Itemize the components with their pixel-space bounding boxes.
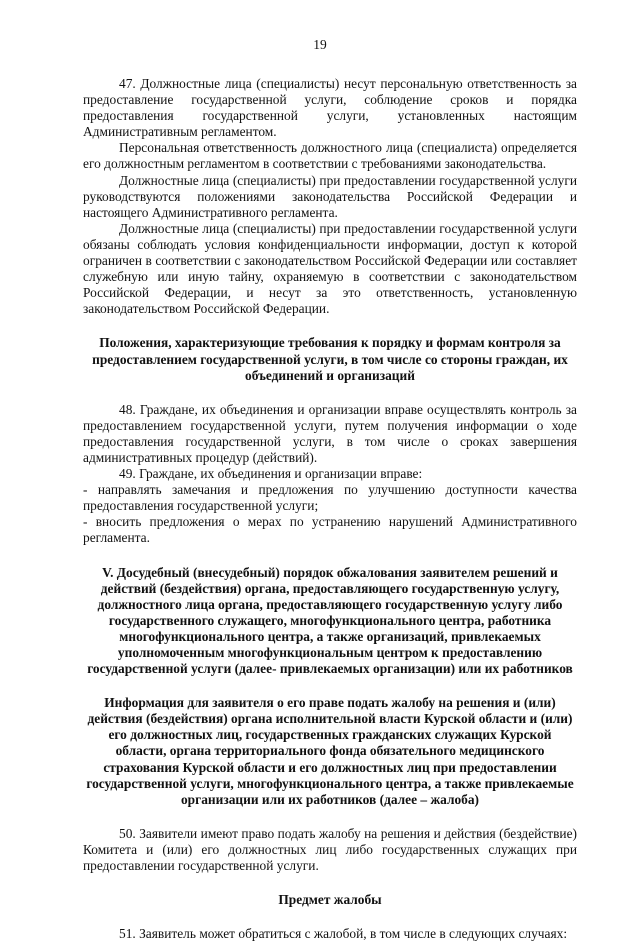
heading-section-5: V. Досудебный (внесудебный) порядок обжалования заявителем решений и действий (бездействия) органа, предоставляющего государственную услугу, должностного лица органа, предоставляющего государственную услугу либо государственного служащего, многофункционального центра, работника многофункционального центра, а также организаций, привлекаемых уполномоченным многофункциональным центром к предоставлению государственной услуги (далее- привлекаемых организации) или их работников [87, 564, 573, 677]
heading-complaint-info: Информация для заявителя о его праве подать жалобу на решения и (или) действия (бездействия) органа исполнительной власти Курской области и (или) его должностных лиц, государственных гражданских служащих Курской области, органа территориального фонда обязательного медицинского страхования Курской области и его должностных лиц при предоставлении государственной услуги, многофункционального центра, а также привлекаемые организации или их работников (далее – жалоба) [86, 695, 574, 807]
paragraph-47-guidance: Должностные лица (специалисты) при предоставлении государственной услуги руководствуются положениями законодательства Российской Федерации и настоящего Административного регламента. [83, 172, 577, 220]
paragraph-47: 47. Должностные лица (специалисты) несут персональную ответственность за предоставление государственной услуги, соблюдение сроков и порядка предоставления государственной услуги, установленных настоящим Административным регламентом. [83, 76, 577, 140]
heading-control-requirements: Положения, характеризующие требования к порядку и формам контроля за предоставлением государственной услуги, в том числе со стороны граждан, их объединений и организаций [92, 335, 568, 383]
heading-complaint-subject: Предмет жалобы [278, 892, 382, 908]
page-number: 19 [313, 37, 327, 52]
paragraph-49: 49. Граждане, их объединения и организации вправе: [119, 466, 423, 482]
paragraph-49-item-a: - направлять замечания и предложения по улучшению доступности качества предоставления государственной услуги; [83, 482, 577, 514]
page-content [83, 76, 577, 942]
paragraph-51: 51. Заявитель может обратиться с жалобой, в том числе в следующих случаях: [119, 926, 568, 942]
paragraph-47-personal-responsibility: Персональная ответственность должностного лица (специалиста) определяется его должностным регламентом в соответствии с требованиями законодательства. [83, 140, 577, 172]
paragraph-48: 48. Граждане, их объединения и организации вправе осуществлять контроль за предоставлением государственной услуги, путем получения информации о ходе предоставления государственной услуги, в том числе о сроках завершения административных процедур (действий). [83, 401, 577, 465]
paragraph-50: 50. Заявители имеют право подать жалобу на решения и действия (бездействие) Комитета и (или) его должностных лиц либо государственных служащих при предоставлении государственной услуги. [83, 825, 577, 874]
paragraph-47-confidentiality: Должностные лица (специалисты) при предоставлении государственной услуги обязаны соблюдать условия конфиденциальности информации, доступ к которой ограничен в соответствии с законодательством Российской Федерации или составляет служебную или иную тайну, охраняемую в соответствии с законодательством Российской Федерации, и несут за это ответственность, установленную законодательством Российской Федерации. [83, 220, 577, 317]
paragraph-49-item-b: - вносить предложения о мерах по устранению нарушений Административного регламента. [83, 514, 577, 546]
